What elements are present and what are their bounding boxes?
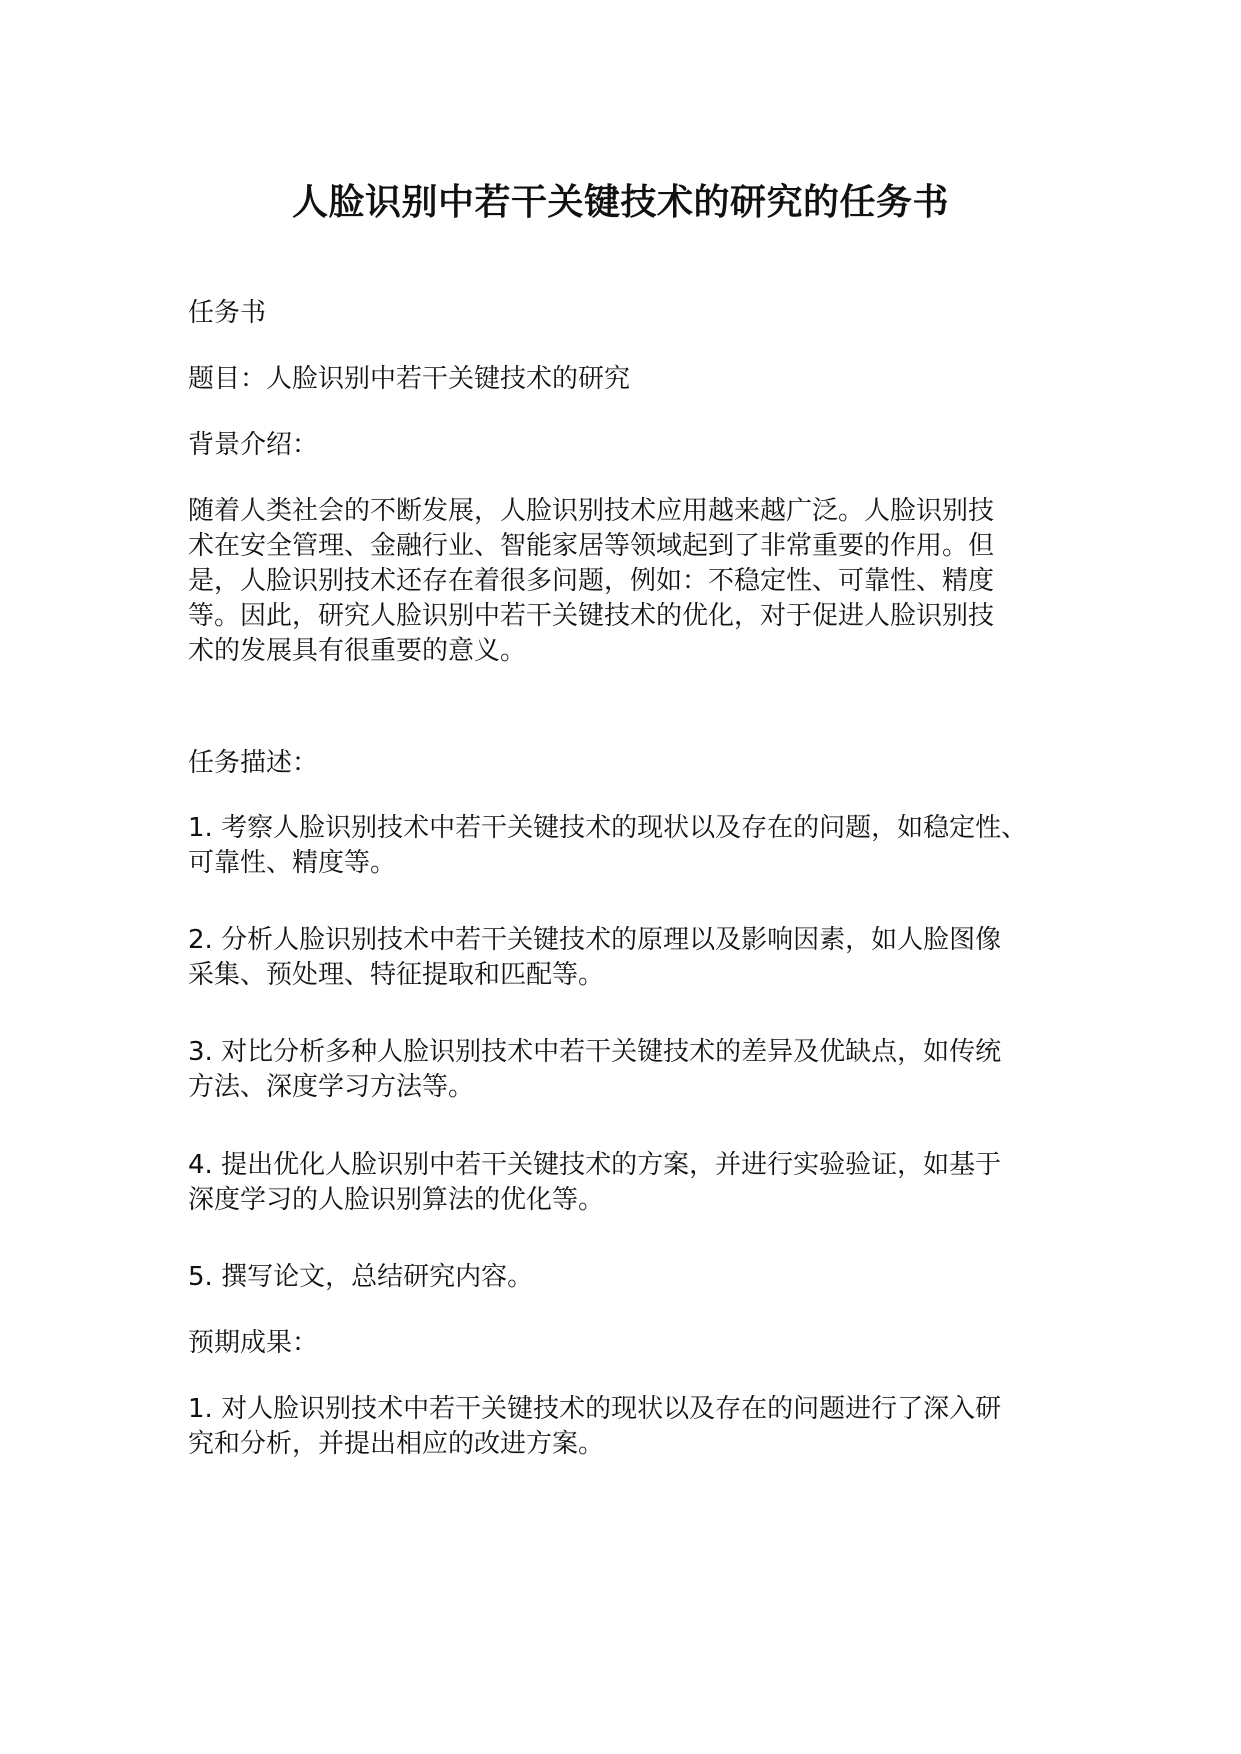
paragraph-line: 随着人类社会的不断发展，人脸识别技术应用越来越广泛。人脸识别技	[188, 496, 995, 526]
task-item-line: 方法、深度学习方法等。	[188, 1072, 475, 1102]
task-description-heading: 任务描述：	[188, 748, 319, 778]
background-heading: 背景介绍：	[188, 430, 319, 460]
paragraph-line: 术在安全管理、金融行业、智能家居等领域起到了非常重要的作用。但	[188, 531, 995, 561]
paragraph-line: 是，人脸识别技术还存在着很多问题，例如：不稳定性、可靠性、精度	[188, 566, 995, 596]
topic-line: 题目：人脸识别中若干关键技术的研究	[188, 364, 631, 394]
expected-results-heading: 预期成果：	[188, 1328, 319, 1358]
task-item-line: 1. 考察人脸识别技术中若干关键技术的现状以及存在的问题，如稳定性、	[188, 813, 1028, 843]
task-item-3	[188, 1035, 1068, 1105]
expected-item-1	[188, 1392, 1068, 1462]
paragraph-line: 术的发展具有很重要的意义。	[188, 636, 527, 666]
task-item-line: 深度学习的人脸识别算法的优化等。	[188, 1185, 605, 1215]
task-book-heading: 任务书	[188, 298, 267, 328]
task-item-1	[188, 811, 1068, 881]
task-item-line: 5. 撰写论文，总结研究内容。	[188, 1262, 534, 1292]
task-item-line: 3. 对比分析多种人脸识别技术中若干关键技术的差异及优缺点，如传统	[188, 1037, 1002, 1067]
task-item-line: 可靠性、精度等。	[188, 848, 397, 878]
document-title: 人脸识别中若干关键技术的研究的任务书	[291, 182, 949, 223]
expected-item-line: 1. 对人脸识别技术中若干关键技术的现状以及存在的问题进行了深入研	[188, 1394, 1002, 1424]
paragraph-line: 等。因此，研究人脸识别中若干关键技术的优化，对于促进人脸识别技	[188, 601, 995, 631]
background-paragraph	[188, 494, 1068, 669]
task-item-line: 4. 提出优化人脸识别中若干关键技术的方案，并进行实验验证，如基于	[188, 1150, 1002, 1180]
task-item-5	[188, 1260, 1068, 1295]
task-item-2	[188, 923, 1068, 993]
expected-item-line: 究和分析，并提出相应的改进方案。	[188, 1429, 605, 1459]
task-item-line: 2. 分析人脸识别技术中若干关键技术的原理以及影响因素，如人脸图像	[188, 925, 1002, 955]
task-item-4	[188, 1148, 1068, 1218]
task-item-line: 采集、预处理、特征提取和匹配等。	[188, 960, 605, 990]
